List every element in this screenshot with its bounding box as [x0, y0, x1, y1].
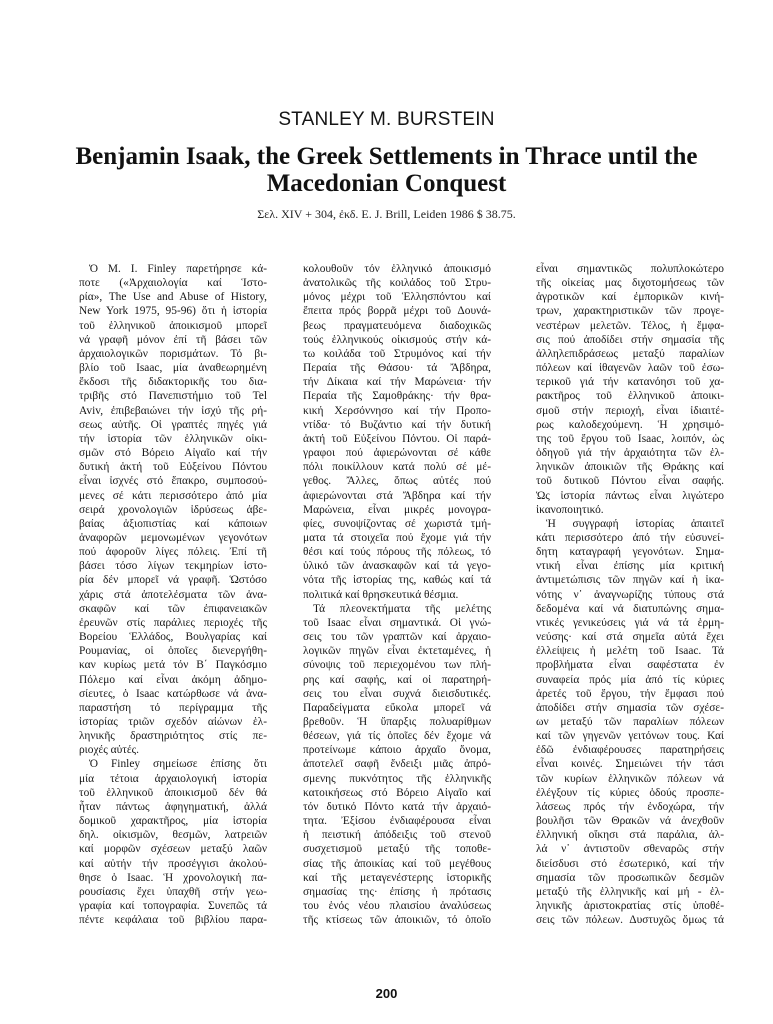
- text-line: σειρά χρονολογιῶν ἱδρύσεως ἀβε-: [79, 503, 267, 516]
- text-line: τριβῆς στό Πανεπιστήμιο τοῦ Tel: [79, 390, 267, 403]
- book-title-line: Benjamin Isaak, the Greek Settlements in Thrace until the: [75, 143, 698, 170]
- text-line: τοῦ ἑλληνικοῦ ἀποικισμοῦ μπορεῖ: [79, 319, 267, 332]
- text-line: δηλ. οἰκισμῶν, θεσμῶν, λατρειῶν: [79, 829, 267, 842]
- text-line: βάσει τόσο λίγων τεκμηρίων ἱστο-: [79, 560, 267, 573]
- text-line: ματα τά στοιχεῖα πού ἔχομε γιά τήν: [303, 531, 491, 544]
- text-line: Ὁ M. I. Finley παρετήρησε κά-: [89, 263, 267, 275]
- text-line: ληνικῶν ἀποικιῶν τῆς Θράκης καί: [536, 461, 724, 474]
- text-line: ων μεταξύ τῶν παραλίων πόλεων: [536, 716, 724, 728]
- text-line: δεδομένα καί νά διατυπώνης σημα-: [536, 602, 724, 615]
- text-line: τήν Δίκαια καί τήν Μαρώνεια· τήν: [303, 376, 491, 389]
- text-line: σις πού ἀποδίδει στήν σημασία τῆς: [536, 333, 724, 346]
- text-line: διείσδυσι στό ἐσωτερικό, καί τήν: [536, 857, 724, 870]
- text-line: τοῦ ἑλληνικοῦ ἀποικισμοῦ δέν θά: [79, 786, 267, 799]
- text-line: βρεθοῦν. Ἡ ὕπαρξις πολυαρίθμων: [303, 716, 491, 728]
- text-line: σεις του εἶναι συχνά διεισδυτικές.: [303, 687, 491, 700]
- text-line: Aviv, ἐπιβεβαιώνει τήν ἰσχύ τῆς ρή-: [79, 404, 267, 417]
- text-line: γραφοι πού ἀφιερώνονται σέ κάθε: [303, 447, 491, 460]
- text-line: ἐλλείψεις ἡ μελέτη τοῦ Isaac. Τά: [536, 645, 724, 658]
- text-line: Περαία τῆς Θάσου· τά Ἄβδηρα,: [303, 362, 491, 375]
- text-line: ἀποδίδει στήν σημασία τῶν σχέσε-: [536, 701, 724, 714]
- text-line: νεστέρων μελετῶν. Τέλος, ἡ ἔμφα-: [536, 319, 724, 332]
- text-line: ἀντιμετώπισις τῶν πηγῶν καί ἡ ἱκα-: [536, 574, 724, 587]
- publication-info: Σελ. XIV + 304, ἐκδ. E. J. Brill, Leiden 1986 $ 38.75.: [257, 207, 516, 221]
- text-line: παραστήση τό περίγραμμα τῆς: [79, 701, 267, 714]
- text-line: θέσι καί τούς πόρους τῆς πόλεως, τό: [303, 546, 491, 559]
- text-line: του ἑνός νέου πλαισίου ἀναλύσεως: [303, 900, 491, 913]
- text-line: ποτε («Ἀρχαιολογία καί Ἱστο-: [79, 277, 267, 290]
- text-line: Βορείου Ἑλλάδος, Βουλγαρίας καί: [79, 631, 267, 644]
- text-line: σεως αὐτῆς. Οἱ γραπτές πηγές γιά: [79, 418, 267, 431]
- text-line: Περαία τῆς Σαμοθράκης· τήν θρα-: [303, 390, 491, 403]
- text-line: προτείνωμε κάποιο ἀρχαῖο ὄνομα,: [303, 744, 491, 757]
- text-line: ἔκδοσι τῆς διδακτορικῆς του δια-: [79, 376, 267, 389]
- text-line: ρως καλοδεχούμενη. Ἡ χρησιμό-: [536, 418, 724, 431]
- text-line: τῆς οἰκείας μας διχοτομήσεως τῶν: [536, 277, 724, 290]
- text-line: πόλι ποικίλλουν κατά πολύ σέ μέ-: [303, 461, 491, 474]
- text-line: σεις τῶν πόλεων. Δυστυχῶς ὅμως τά: [536, 914, 724, 927]
- text-line: καί τῶν γηγενῶν γειτόνων τους. Καί: [536, 730, 724, 743]
- text-line: ντική εἶναι ἐπίσης μία κριτική: [536, 560, 724, 573]
- text-line: νότης ν᾿ ἀναγνωρίζης τύπους στά: [536, 588, 724, 601]
- book-title: [30, 143, 743, 197]
- text-line: ἀναφορῶν μεμονωμένων γεγονότων: [79, 531, 267, 544]
- text-line: τητα. Ἐξίσου ἐνδιαφέρουσα εἶναι: [303, 815, 491, 828]
- text-column-1: [79, 262, 267, 927]
- text-line: λά ν᾿ ἀντιστοῦν σθεναρῶς στήν: [536, 843, 724, 856]
- text-line: θησε ὁ Isaac. Ἡ χρονολογική πα-: [79, 871, 267, 884]
- text-line: συσχετισμοῦ μεταξύ τῆς τοποθε-: [303, 843, 491, 856]
- text-line: Τά πλεονεκτήματα τῆς μελέτης: [313, 602, 491, 615]
- text-line: ἐλέγξουν τίς κύριες ὁδούς προσπε-: [536, 786, 724, 799]
- text-line: ἀνατολικῶς τῆς κοιλάδος τοῦ Στρυ-: [303, 277, 491, 290]
- text-line: βαίας ἀξιοπιστίας καί κάποιων: [79, 517, 267, 530]
- text-line: μόνος μέχρι τοῦ Ἑλλησπόντου καί: [303, 291, 491, 304]
- text-line: σημασίας της· ἐπίσης ἡ πρότασις: [303, 885, 491, 898]
- text-line: ληνικῆς ἀριστοκρατίας στίς ὑποθέ-: [536, 900, 724, 913]
- text-line: κατοικήσεως στό Βόρειο Αἰγαῖο καί: [303, 786, 491, 799]
- text-line: συναφεία πρός μία ἀπό τίς κύριες: [536, 673, 724, 686]
- text-line: δητη καταγραφή γεγονότων. Σημα-: [536, 546, 724, 559]
- text-line: ἡ πειστική ἀπόδειξις τοῦ στενοῦ: [303, 829, 491, 842]
- text-line: νότα τῆς ἱστορίας της, καθώς καί τά: [303, 574, 491, 587]
- text-line: χάρις στά ἀποτελέσματα τῶν ἀνα-: [79, 588, 267, 601]
- text-line: τήν ἱστορία τῶν ἑλληνικῶν οἰκι-: [79, 432, 267, 445]
- text-line: ὁδηγοῦ γιά τήν ἀρχαιότητα τῶν ἑλ-: [536, 447, 724, 460]
- text-line: φίες, συνοψίζοντας σέ χωριστά τμή-: [303, 517, 491, 530]
- text-line: κάτι περισσότερο ἀπό τήν εὐσυνεί-: [536, 531, 724, 544]
- text-line: New York 1975, 95-96) ὅτι ἡ ἱστορία: [79, 305, 267, 318]
- text-line: ἀποτελεῖ σαφῆ ἔνδειξι μιᾶς ἀπρό-: [303, 758, 491, 771]
- text-line: γραφία καί τοπογραφία. Συνεπῶς τά: [79, 900, 267, 913]
- text-line: Μαρώνεια, εἶναι μικρές μονογρα-: [303, 503, 491, 516]
- text-line: Ρουμανίας, οἱ ὁποῖες διενεργήθη-: [79, 645, 267, 658]
- text-line: νεύσης· καί στά σημεῖα αὐτά ἔχει: [536, 631, 724, 644]
- text-line: μεταξύ τῆς ἑλληνικῆς καί μή - ἑλ-: [536, 885, 724, 898]
- text-line: Παραδείγματα εὔκολα μπορεῖ νά: [303, 701, 491, 714]
- text-line: λάσεως πρός τήν ἐνδοχώρα, τήν: [536, 800, 724, 813]
- text-line: κική Χερσόννησο καί τήν Προπο-: [303, 404, 491, 417]
- text-line: πέντε κεφάλαια τοῦ βιβλίου παρα-: [79, 914, 267, 927]
- text-line: ρουσίασις ἔχει ὑπαχθῆ στήν γεω-: [79, 885, 267, 898]
- text-line: ρης καί σαφής, καί οἱ παρατηρή-: [303, 673, 491, 686]
- text-line: τω κοιλάδα τοῦ Στρυμόνος καί τήν: [303, 347, 491, 360]
- text-line: δυτική ἀκτή τοῦ Εὐξείνου Πόντου: [79, 461, 267, 474]
- text-line: τοῦ Isaac εἶναι σημαντικά. Οἱ γνώ-: [303, 616, 491, 629]
- text-column-3: [536, 262, 724, 927]
- page-number: 200: [375, 986, 398, 1001]
- text-line: ἦταν πάντως ἀφηγηματική, ἀλλά: [79, 800, 267, 813]
- text-line: σύνοψις τοῦ περιεχομένου των πλή-: [303, 659, 491, 672]
- text-line: τοῦ δυτικοῦ Πόντου εἶναι σαφής.: [536, 475, 724, 488]
- text-line: γεθος. Ἄλλες, ὅπως αὐτές πού: [303, 475, 491, 488]
- text-line: τόν δυτικό Πόντο κατά τήν ἀρχαιό-: [303, 800, 491, 813]
- text-line: Ὁ Finley σημείωσε ἐπίσης ὅτι: [89, 758, 267, 771]
- text-line: Πόλεμο καί εἶναι ἀκόμη ἀδημο-: [79, 673, 267, 686]
- text-line: νά γραφῆ μόνον ἐπί τῆ βάσει τῶν: [79, 333, 267, 346]
- text-line: ντικές γενικεύσεις γιά νά τά ἑρμη-: [536, 616, 724, 629]
- text-line: ρακτῆρος τοῦ ἑλληνικοῦ ἀποικι-: [536, 390, 724, 403]
- text-line: τῶν κυρίων ἑλληνικῶν πόλεων νά: [536, 772, 724, 785]
- text-line: ντίδα· τό Βυζάντιο καί τήν δυτική: [303, 418, 491, 431]
- text-line: σμῶν στό Βόρειο Αἰγαῖο καί τήν: [79, 447, 267, 460]
- text-line: ἀφιερώνονται στά Ἄβδηρα καί τήν: [303, 489, 491, 502]
- text-line: ἱστορίας τριῶν σχεδόν αἰώνων ἑλ-: [79, 716, 267, 728]
- text-line: τερικοῦ γιά τήν κατανόησι τοῦ χα-: [536, 376, 724, 389]
- text-line: κολουθοῦν τόν ἑλληνικό ἀποικισμό: [303, 263, 491, 275]
- text-line: εἶναι κοινές. Σημειώνει τήν τάσι: [536, 758, 724, 771]
- text-line: μία τέτοια ἀρχαιολογική ἱστορία: [79, 772, 267, 785]
- text-line: της τοῦ ἔργου τοῦ Isaac, λοιπόν, ὡς: [536, 432, 724, 445]
- text-line: ἱκανοποιητικό.: [536, 503, 604, 516]
- text-line: σκαφῶν καί τῶν ἐπιφανειακῶν: [79, 602, 267, 615]
- text-line: βεως πραγματευόμενα διαδοχικῶς: [303, 319, 491, 332]
- text-line: σεις του τῶν γραπτῶν καί ἀρχαιο-: [303, 631, 491, 644]
- text-line: ἐδῶ ἐνδιαφέρουσες παρατηρήσεις: [536, 744, 724, 757]
- text-line: Ὡς ἱστορία πάντως εἶναι λιγώτερο: [536, 489, 724, 502]
- text-line: ὑλικό τῶν ἀνασκαφῶν καί τά γεγο-: [303, 560, 491, 573]
- text-line: λογικῶν πηγῶν εἶναι ἐκτεταμένες, ἡ: [303, 645, 491, 658]
- text-line: καί τῆς μεταγενέστερης ἱστορικῆς: [303, 871, 491, 884]
- text-line: ἐρευνῶν στίς παράλιες περιοχές τῆς: [79, 616, 267, 629]
- text-line: ρία δέν μπορεῖ νά γραφῆ. Ὡστόσο: [79, 574, 267, 587]
- text-line: σίας τῆς ἀποικίας καί τοῦ μεγέθους: [303, 857, 491, 870]
- text-line: καί αὐτήν τήν προσέγγισι ἀκολού-: [79, 857, 267, 870]
- text-column-2: [303, 262, 491, 927]
- text-line: ρία», The Use and Abuse of History,: [79, 291, 267, 304]
- text-line: καί μορφῶν σχέσεων μεταξύ λαῶν: [79, 843, 267, 856]
- text-line: θέσεων, γιά τίς ὁποῖες δέν ἔχομε νά: [303, 730, 491, 743]
- text-line: ἀκτή τοῦ Εὐξείνου Πόντου. Οἱ παρά-: [303, 432, 491, 445]
- text-line: καν κυρίως μετά τόν Β΄ Παγκόσμιο: [79, 659, 267, 672]
- text-line: τῆς κτίσεως τῶν ἀποικιῶν, τό ὁποῖο: [303, 914, 491, 927]
- text-line: βλίο τοῦ Isaac, μία ἀναθεωρημένη: [79, 362, 267, 375]
- text-line: ἀγροτικῶν καί ἐμπορικῶν κινή-: [536, 291, 724, 304]
- book-title-line: Macedonian Conquest: [266, 170, 507, 197]
- text-line: ἀλληλεπιδράσεως μεταξύ παραλίων: [536, 347, 724, 360]
- text-line: σμοῦ στήν περιοχή, εἶναι ἰδιαιτέ-: [536, 404, 724, 417]
- text-line: σμενης πυκνότητος τῆς ἑλληνικῆς: [303, 772, 491, 785]
- text-line: ἔπειτα πρός βορρᾶ μέχρι τοῦ Δουνά-: [303, 305, 491, 318]
- text-line: σίευτες, ὁ Isaac κατώρθωσε νά ἀνα-: [79, 687, 267, 700]
- text-line: εἶναι σημαντικῶς πολυπλοκώτερο: [536, 263, 724, 275]
- text-line: πολιτικά καί θρησκευτικά θέσμια.: [303, 588, 459, 601]
- text-line: εἶναι ἰσχνές στό ἔπακρο, συμποσού-: [79, 475, 267, 488]
- text-line: ἀρετές τοῦ ἔργου, τήν ἔμφασι πού: [536, 687, 724, 700]
- text-line: πόλεων καί ἰθαγενῶν λαῶν τοῦ ἐσω-: [536, 362, 724, 375]
- text-line: σημασία τῶν προσωπικῶν δεσμῶν: [536, 871, 724, 884]
- text-line: δομικοῦ χαρακτῆρος, μία ἱστορία: [79, 815, 267, 828]
- text-line: τρων, χαρακτηριστικῶν τῶν προγε-: [536, 305, 724, 318]
- text-line: πού ἀφοροῦν λίγες πόλεις. Ἐπί τῆ: [79, 546, 267, 559]
- text-line: ἀρχαιολογικῶν πορισμάτων. Τό βι-: [79, 347, 267, 360]
- text-line: ριοχές αὐτές.: [79, 744, 139, 757]
- text-line: ἑλληνική οἴκησι στά παράλια, ἀλ-: [536, 829, 724, 842]
- text-line: ληνικῆς δραστηριότητος στίς πε-: [79, 730, 267, 743]
- text-line: μενες σέ κάτι περισσότερο ἀπό μία: [79, 489, 267, 502]
- text-line: βουλῆσι τῶν Θρακῶν νά ἀνεχθοῦν: [536, 815, 724, 828]
- text-line: προβλήματα εἶναι σαφέστατα ἐν: [536, 659, 724, 672]
- text-line: τούς ἑλληνικούς οἰκισμούς στήν κά-: [303, 333, 491, 346]
- author-name: STANLEY M. BURSTEIN: [278, 109, 495, 130]
- text-line: Ἡ συγγραφή ἱστορίας ἀπαιτεῖ: [546, 517, 724, 530]
